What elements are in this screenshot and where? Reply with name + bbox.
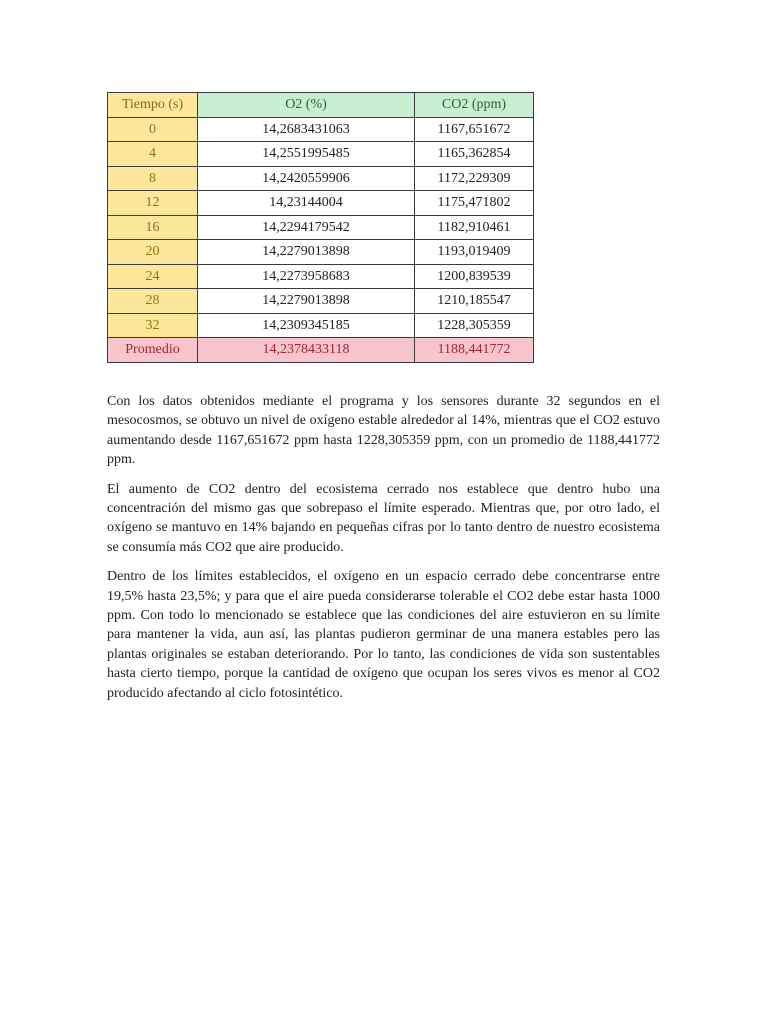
paragraph-limits: Dentro de los límites establecidos, el oxígeno en un espacio cerrado debe concentrarse entre 19,5% hasta 23,5%; y para que el aire pueda considerarse tolerable el CO2 debe estar hasta 1000 ppm. Con todo lo mencionado se establece que las condiciones del aire estuvieron en su límite para mantener la vida, aun así, las plantas pudieron germinar de una manera estables pero las plantas originales se estaban deteriorando. Por lo tanto, las condiciones de vida son sustentables hasta cierto tiempo, porque la cantidad de oxígeno que ocupan los seres vivos es menor al CO2 producido afectando al ciclo fotosintético.: [107, 569, 660, 701]
header-time: Tiempo (s): [108, 93, 198, 118]
o2-cell: 14,2279013898: [198, 240, 415, 265]
table-row: [108, 215, 534, 240]
header-co2: CO2 (ppm): [415, 93, 534, 118]
time-cell: 8: [108, 166, 198, 191]
co2-cell: 1165,362854: [415, 142, 534, 167]
time-cell: 12: [108, 191, 198, 216]
average-label: Promedio: [108, 338, 198, 363]
co2-cell: 1210,185547: [415, 289, 534, 314]
table-row: [108, 264, 534, 289]
o2-cell: 14,2273958683: [198, 264, 415, 289]
co2-cell: 1167,651672: [415, 117, 534, 142]
co2-cell: 1200,839539: [415, 264, 534, 289]
table-row: [108, 142, 534, 167]
paragraph-co2-increase: El aumento de CO2 dentro del ecosistema cerrado nos establece que dentro hubo una concentración del mismo gas que sobrepaso el límite esperado. Mientras que, por otro lado, el oxígeno se mantuvo en 14% bajando en pequeñas cifras por lo tanto dentro de nuestro ecosistema se consumía más CO2 que aire producido.: [107, 481, 660, 555]
header-o2: O2 (%): [198, 93, 415, 118]
co2-cell: 1182,910461: [415, 215, 534, 240]
average-o2: 14,2378433118: [198, 338, 415, 363]
table-row: [108, 166, 534, 191]
time-cell: 24: [108, 264, 198, 289]
co2-cell: 1193,019409: [415, 240, 534, 265]
paragraph-results: Con los datos obtenidos mediante el programa y los sensores durante 32 segundos en el mesocosmos, se obtuvo un nivel de oxígeno estable alrededor al 14%, mientras que el CO2 estuvo aumentando desde 1167,651672 ppm hasta 1228,305359 ppm, con un promedio de 1188,441772 ppm.: [107, 394, 660, 468]
o2-cell: 14,2551995485: [198, 142, 415, 167]
table-row: [108, 191, 534, 216]
o2-cell: 14,2683431063: [198, 117, 415, 142]
table-row: [108, 117, 534, 142]
table-row: [108, 313, 534, 338]
table-row: [108, 289, 534, 314]
table-row: [108, 240, 534, 265]
o2-cell: 14,2294179542: [198, 215, 415, 240]
time-cell: 32: [108, 313, 198, 338]
o2-cell: 14,23144004: [198, 191, 415, 216]
table-header-row: [108, 93, 534, 118]
time-cell: 20: [108, 240, 198, 265]
co2-cell: 1228,305359: [415, 313, 534, 338]
measurement-table: [107, 92, 534, 363]
time-cell: 16: [108, 215, 198, 240]
time-cell: 4: [108, 142, 198, 167]
body-text: [107, 392, 660, 713]
average-row: [108, 338, 534, 363]
co2-cell: 1175,471802: [415, 191, 534, 216]
time-cell: 0: [108, 117, 198, 142]
o2-cell: 14,2420559906: [198, 166, 415, 191]
time-cell: 28: [108, 289, 198, 314]
co2-cell: 1172,229309: [415, 166, 534, 191]
o2-cell: 14,2309345185: [198, 313, 415, 338]
o2-cell: 14,2279013898: [198, 289, 415, 314]
average-co2: 1188,441772: [415, 338, 534, 363]
